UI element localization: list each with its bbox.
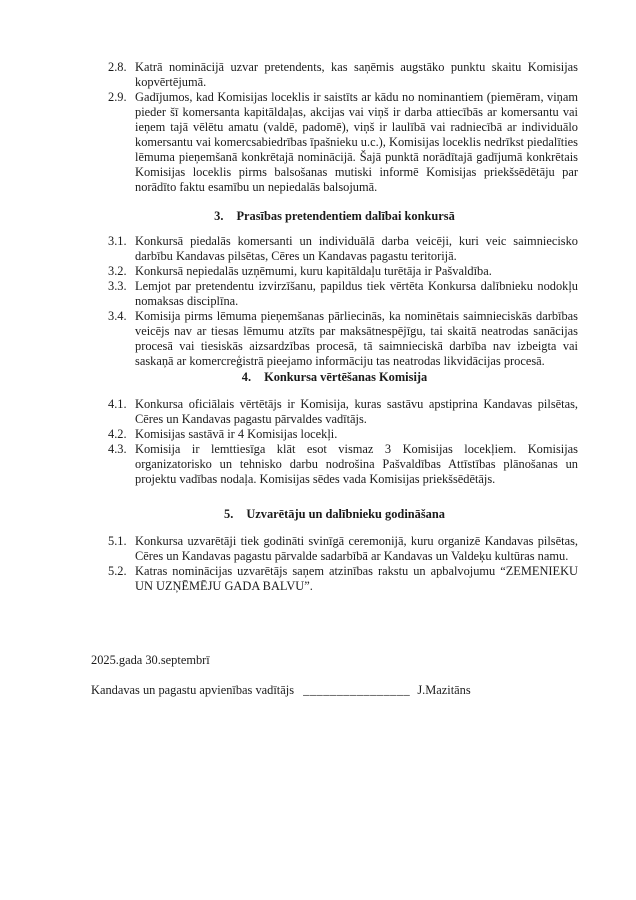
item-number: 5.2. (108, 564, 127, 578)
item-text: Komisija ir lemttiesīga klāt esot vismaz 3 Komisijas locekļiem. Komisijas organizatorisko un tehnisko darbu nodrošina Pašvaldības Attīstības plānošanas un projektu vadības nodaļa. Komisijas sēdes vada Komisijas priekšsēdētājs. (135, 442, 578, 486)
section-number: 5. (224, 507, 234, 521)
item-text: Gadījumos, kad Komisijas loceklis ir saistīts ar kādu no nominantiem (piemēram, viņam pieder šī komersanta kapitāldaļas, akcijas vai viņš ir darba attiecībās ar komersantu vai ieņem tajā vēlētu amatu (valdē, padomē), viņš ir laulībā vai radniecībā ar individuālo komersantu vai komercsabiedrības īpašnieku u.c.), Komisijas loceklis nedrīkst piedalīties lēmuma pieņemšanā konkrētajā nominācijā. Šajā punktā norādītajā gadījumā konkrētais Komisijas loceklis pirms balsošanas mutiski informē Komisijas priekšsēdētāju par norādīto faktu esamību un nepiedalās balsojumā. (135, 90, 578, 194)
list-item-2-9 (91, 90, 578, 195)
item-number: 4.3. (108, 442, 127, 456)
item-text: Katrā nominācijā uzvar pretendents, kas saņēmis augstāko punktu skaitu Komisijas kopvērtējumā. (135, 60, 578, 89)
list-item-2-8 (91, 60, 578, 90)
item-text: Katras nominācijas uzvarētājs saņem atzinības rakstu un apbalvojumu “ZEMENIEKU UN UZŅĒMĒJU GADA BALVU”. (135, 564, 578, 593)
document-date: 2025.gada 30.septembrī (91, 653, 210, 667)
section-number: 4. (241, 370, 252, 384)
item-number: 3.3. (108, 279, 127, 293)
document-content (91, 60, 578, 698)
section-title: Prasības pretendentiem dalībai konkursā (236, 209, 455, 223)
signature-role: Kandavas un pagastu apvienības vadītājs (91, 683, 295, 697)
signature-row (91, 683, 578, 698)
item-number: 4.1. (108, 397, 127, 411)
item-number: 2.8. (108, 60, 127, 74)
list-item-3-4 (91, 309, 578, 369)
section-title: Konkursa vērtēšanas Komisija (264, 370, 428, 384)
signature-blank-line: ________________ (303, 683, 411, 697)
list-item-3-2 (91, 264, 578, 279)
list-item-4-3 (91, 442, 578, 487)
item-text: Lemjot par pretendentu izvirzīšanu, papildus tiek vērtēta Konkursa dalībnieku nodokļu nomaksas disciplīna. (135, 279, 578, 308)
signature-name: J.Mazitāns (417, 683, 471, 697)
item-number: 5.1. (108, 534, 127, 548)
list-item-3-3 (91, 279, 578, 309)
section-heading-4 (91, 370, 578, 385)
section-heading-5 (91, 507, 578, 522)
section-title: Uzvarētāju un dalībnieku godināšana (246, 507, 445, 521)
list-item-5-2 (91, 564, 578, 594)
section-number: 3. (214, 209, 224, 223)
item-text: Konkursā piedalās komersanti un individuālā darba veicēji, kuri veic saimniecisko darbību Kandavas pilsētas, Cēres un Kandavas pagastu teritorijā. (135, 234, 578, 263)
item-number: 3.1. (108, 234, 127, 248)
section-heading-3 (91, 209, 578, 224)
item-number: 2.9. (108, 90, 127, 104)
item-number: 3.2. (108, 264, 127, 278)
list-item-3-1 (91, 234, 578, 264)
list-item-4-1 (91, 397, 578, 427)
item-text: Konkursā nepiedalās uzņēmumi, kuru kapitāldaļu turētāja ir Pašvaldība. (135, 264, 492, 278)
item-text: Komisijas sastāvā ir 4 Komisijas locekļi. (135, 427, 338, 441)
list-item-4-2 (91, 427, 578, 442)
item-text: Konkursa uzvarētāji tiek godināti svinīgā ceremonijā, kuru organizē Kandavas pilsētas, Cēres un Kandavas pagastu pārvalde sadarbībā ar Kandavas un Valdeķu kultūras namu. (135, 534, 578, 563)
item-text: Komisija pirms lēmuma pieņemšanas pārliecinās, ka nominētais saimnieciskās darbības veicējs nav ar tiesas lēmumu atzīts par maksātnespējīgu, tai skaitā neatrodas sanācijas procesā vai tiesiskās aizsardzības procesā, tā saimnieciskā darbība nav izbeigta vai saskaņā ar komercreģistrā pieejamo informāciju tas neatrodas likvidācijas procesā. (135, 309, 578, 368)
item-text: Konkursa oficiālais vērtētājs ir Komisija, kuras sastāvu apstiprina Kandavas pilsētas, Cēres un Kandavas pagastu pārvaldes vadītājs. (135, 397, 578, 426)
list-item-5-1 (91, 534, 578, 564)
item-number: 4.2. (108, 427, 127, 441)
item-number: 3.4. (108, 309, 127, 323)
